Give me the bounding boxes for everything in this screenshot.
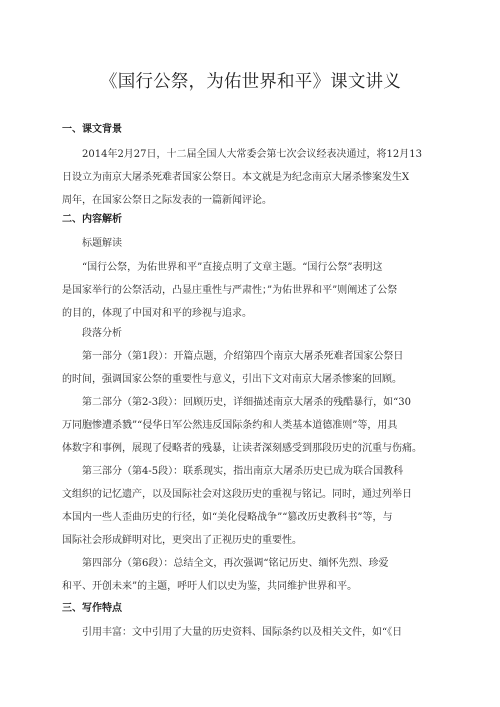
text-line: 引用丰富：文中引用了大量的历史资料、国际条约以及相关文件，如“《日 — [82, 627, 403, 638]
text-line: 第二部分（第2-3段）：回顾历史，详细描述南京大屠杀的残酷暴行，如“30 — [82, 397, 411, 408]
text-line: 和平、开创未来”的主题，呼吁人们以史为鉴，共同维护世界和平。 — [62, 581, 358, 592]
paragraph-part-1 — [62, 345, 439, 391]
text-line: 万同胞惨遭杀戮”“侵华日军公然违反国际条约和人类基本道德准则”等，用具 — [62, 420, 398, 431]
text-line: 的目的，体现了中国对和平的珍视与追求。 — [62, 308, 252, 319]
subheading-block — [62, 326, 439, 342]
text-line: “国行公祭，为佑世界和平”直接点明了文章主题。“国行公祭”表明这 — [82, 262, 383, 273]
text-line: 本国内一些人歪曲历史的行径，如“美化侵略战争”“篡改历史教科书”等，与 — [62, 512, 393, 523]
paragraph-writing-1 — [62, 621, 439, 644]
paragraph — [62, 256, 439, 325]
paragraph-background — [62, 143, 439, 212]
text-line: 体数字和事例，展现了侵略者的残暴，让读者深刻感受到那段历史的沉重与伤痛。 — [62, 443, 422, 454]
text-line: 周年，在国家公祭日之际发表的一篇新闻评论。 — [62, 195, 272, 206]
section-content-analysis — [62, 212, 439, 228]
text-line: 的时间，强调国家公祭的重要性与意义，引出下文对南京大屠杀惨案的回顾。 — [62, 374, 402, 385]
paragraph — [62, 345, 439, 391]
paragraph — [62, 552, 439, 598]
paragraph — [62, 143, 439, 212]
paragraph — [62, 460, 439, 552]
subheading-paragraph-analysis: 段落分析 — [82, 328, 122, 339]
text-line: 日设立为南京大屠杀死难者国家公祭日。本文就是为纪念南京大屠杀惨案发生X — [62, 172, 410, 183]
section-heading: 三、写作特点 — [62, 603, 122, 614]
text-line: 第四部分（第6段）：总结全文，再次强调“铭记历史、缅怀先烈、珍爱 — [82, 558, 389, 569]
subheading-block — [62, 236, 439, 252]
section-heading: 二、内容解析 — [62, 214, 122, 225]
paragraph-title-reading — [62, 256, 439, 325]
text-line: 2014年2月27日，十二届全国人大常委会第七次会议经表决通过，将12月13 — [82, 149, 422, 160]
paragraph — [62, 621, 439, 644]
section-background — [62, 122, 439, 138]
paragraph-part-2 — [62, 391, 439, 460]
subheading-title-reading: 标题解读 — [82, 238, 122, 249]
section-writing-features — [62, 601, 439, 617]
paragraph — [62, 391, 439, 460]
paragraph-part-4 — [62, 552, 439, 598]
text-line: 国际社会形成鲜明对比，更突出了正视历史的重要性。 — [62, 535, 302, 546]
text-line: 第三部分（第4-5段）：联系现实，指出南京大屠杀历史已成为联合国教科 — [82, 466, 404, 477]
text-line: 是国家举行的公祭活动，凸显庄重性与严肃性；”为佑世界和平”则阐述了公祭 — [62, 285, 398, 296]
text-line: 文组织的记忆遗产，以及国际社会对这段历史的重视与铭记。同时，通过列举日 — [62, 489, 412, 500]
section-heading: 一、课文背景 — [62, 124, 122, 135]
paragraph-part-3 — [62, 460, 439, 552]
document-title: 《国行公祭，为佑世界和平》课文讲义 — [100, 72, 401, 92]
text-line: 第一部分（第1段）：开篇点题，介绍第四个南京大屠杀死难者国家公祭日 — [82, 351, 404, 362]
